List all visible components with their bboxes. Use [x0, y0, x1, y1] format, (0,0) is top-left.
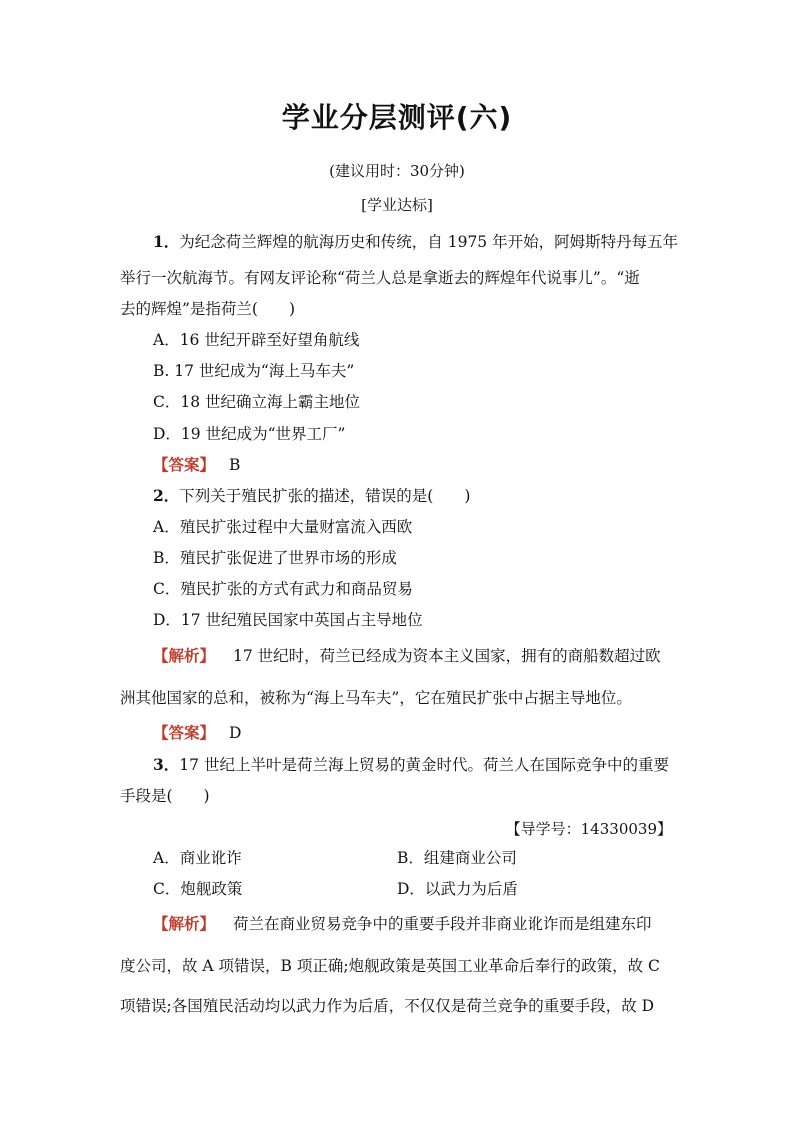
- question-1-option-c: C．18 世纪确立海上霸主地位: [153, 393, 361, 411]
- question-2-number: 2．: [153, 486, 180, 505]
- question-3-text: 17 世纪上半叶是荷兰海上贸易的黄金时代。荷兰人在国际竞争中的重要: [179, 756, 669, 774]
- question-3-stem-line-2: 手段是( ): [120, 787, 210, 805]
- question-1-number: 1．: [153, 232, 180, 251]
- time-note: (建议用时：30分钟): [329, 162, 465, 180]
- analysis-label: 【解析】: [153, 915, 216, 933]
- section-label: [学业达标]: [361, 196, 433, 214]
- question-1-stem-line-2: 举行一次航海节。有网友评论称“荷兰人总是拿逝去的辉煌年代说事儿”。“逝: [120, 269, 640, 287]
- question-2-option-d: D．17 世纪殖民国家中英国占主导地位: [153, 611, 423, 629]
- answer-value: D: [229, 724, 242, 742]
- question-1-option-d: D．19 世纪成为“世界工厂”: [153, 425, 346, 443]
- question-3-analysis-line-3: 项错误;各国殖民活动均以武力作为后盾，不仅仅是荷兰竞争的重要手段，故 D: [120, 997, 655, 1015]
- question-2-option-b: B．殖民扩张促进了世界市场的形成: [153, 549, 397, 567]
- question-2-answer: [153, 723, 241, 743]
- question-1-text: 为纪念荷兰辉煌的航海历史和传统，自 1975 年开始，阿姆斯特丹每五年: [179, 233, 679, 251]
- question-2-stem: [153, 486, 470, 506]
- question-1-stem-line-1: [153, 232, 678, 252]
- analysis-label: 【解析】: [153, 647, 216, 665]
- question-3-analysis-line-2: 度公司，故 A 项错误，B 项正确;炮舰政策是英国工业革命后奉行的政策，故 C: [120, 957, 660, 975]
- question-2-option-c: C．殖民扩张的方式有武力和商品贸易: [153, 580, 413, 598]
- analysis-text: 荷兰在商业贸易竞争中的重要手段并非商业讹诈而是组建东印: [233, 915, 652, 933]
- question-3-option-c: C．炮舰政策: [153, 880, 243, 898]
- question-3-analysis-line-1: [153, 914, 652, 934]
- answer-label: 【答案】: [153, 456, 216, 474]
- question-1-option-a: A．16 世纪开辟至好望角航线: [153, 331, 360, 349]
- question-1-answer: [153, 455, 240, 475]
- answer-value: B: [229, 456, 241, 474]
- question-1-stem-line-3: 去的辉煌”是指荷兰( ): [120, 300, 296, 318]
- question-3-option-d: D．以武力为后盾: [397, 880, 518, 898]
- page-title: 学业分层测评(六): [281, 101, 513, 134]
- question-3-option-b: B．组建商业公司: [397, 849, 517, 867]
- question-2-analysis-line-1: [153, 646, 661, 666]
- question-2-analysis-line-2: 洲其他国家的总和，被称为“海上马车夫”，它在殖民扩张中占据主导地位。: [120, 689, 632, 707]
- question-3-option-a: A．商业讹诈: [153, 849, 242, 867]
- question-1-option-b: B. 17 世纪成为“海上马车夫”: [153, 362, 355, 380]
- analysis-text: 17 世纪时，荷兰已经成为资本主义国家，拥有的商船数超过欧: [233, 647, 661, 665]
- question-2-text: 下列关于殖民扩张的描述，错误的是( ): [179, 487, 471, 505]
- question-2-option-a: A．殖民扩张过程中大量财富流入西欧: [153, 518, 413, 536]
- question-3-stem-line-1: [153, 755, 669, 775]
- answer-label: 【答案】: [153, 724, 216, 742]
- guide-number: 【导学号：14330039】: [505, 820, 672, 838]
- question-3-number: 3．: [153, 755, 180, 774]
